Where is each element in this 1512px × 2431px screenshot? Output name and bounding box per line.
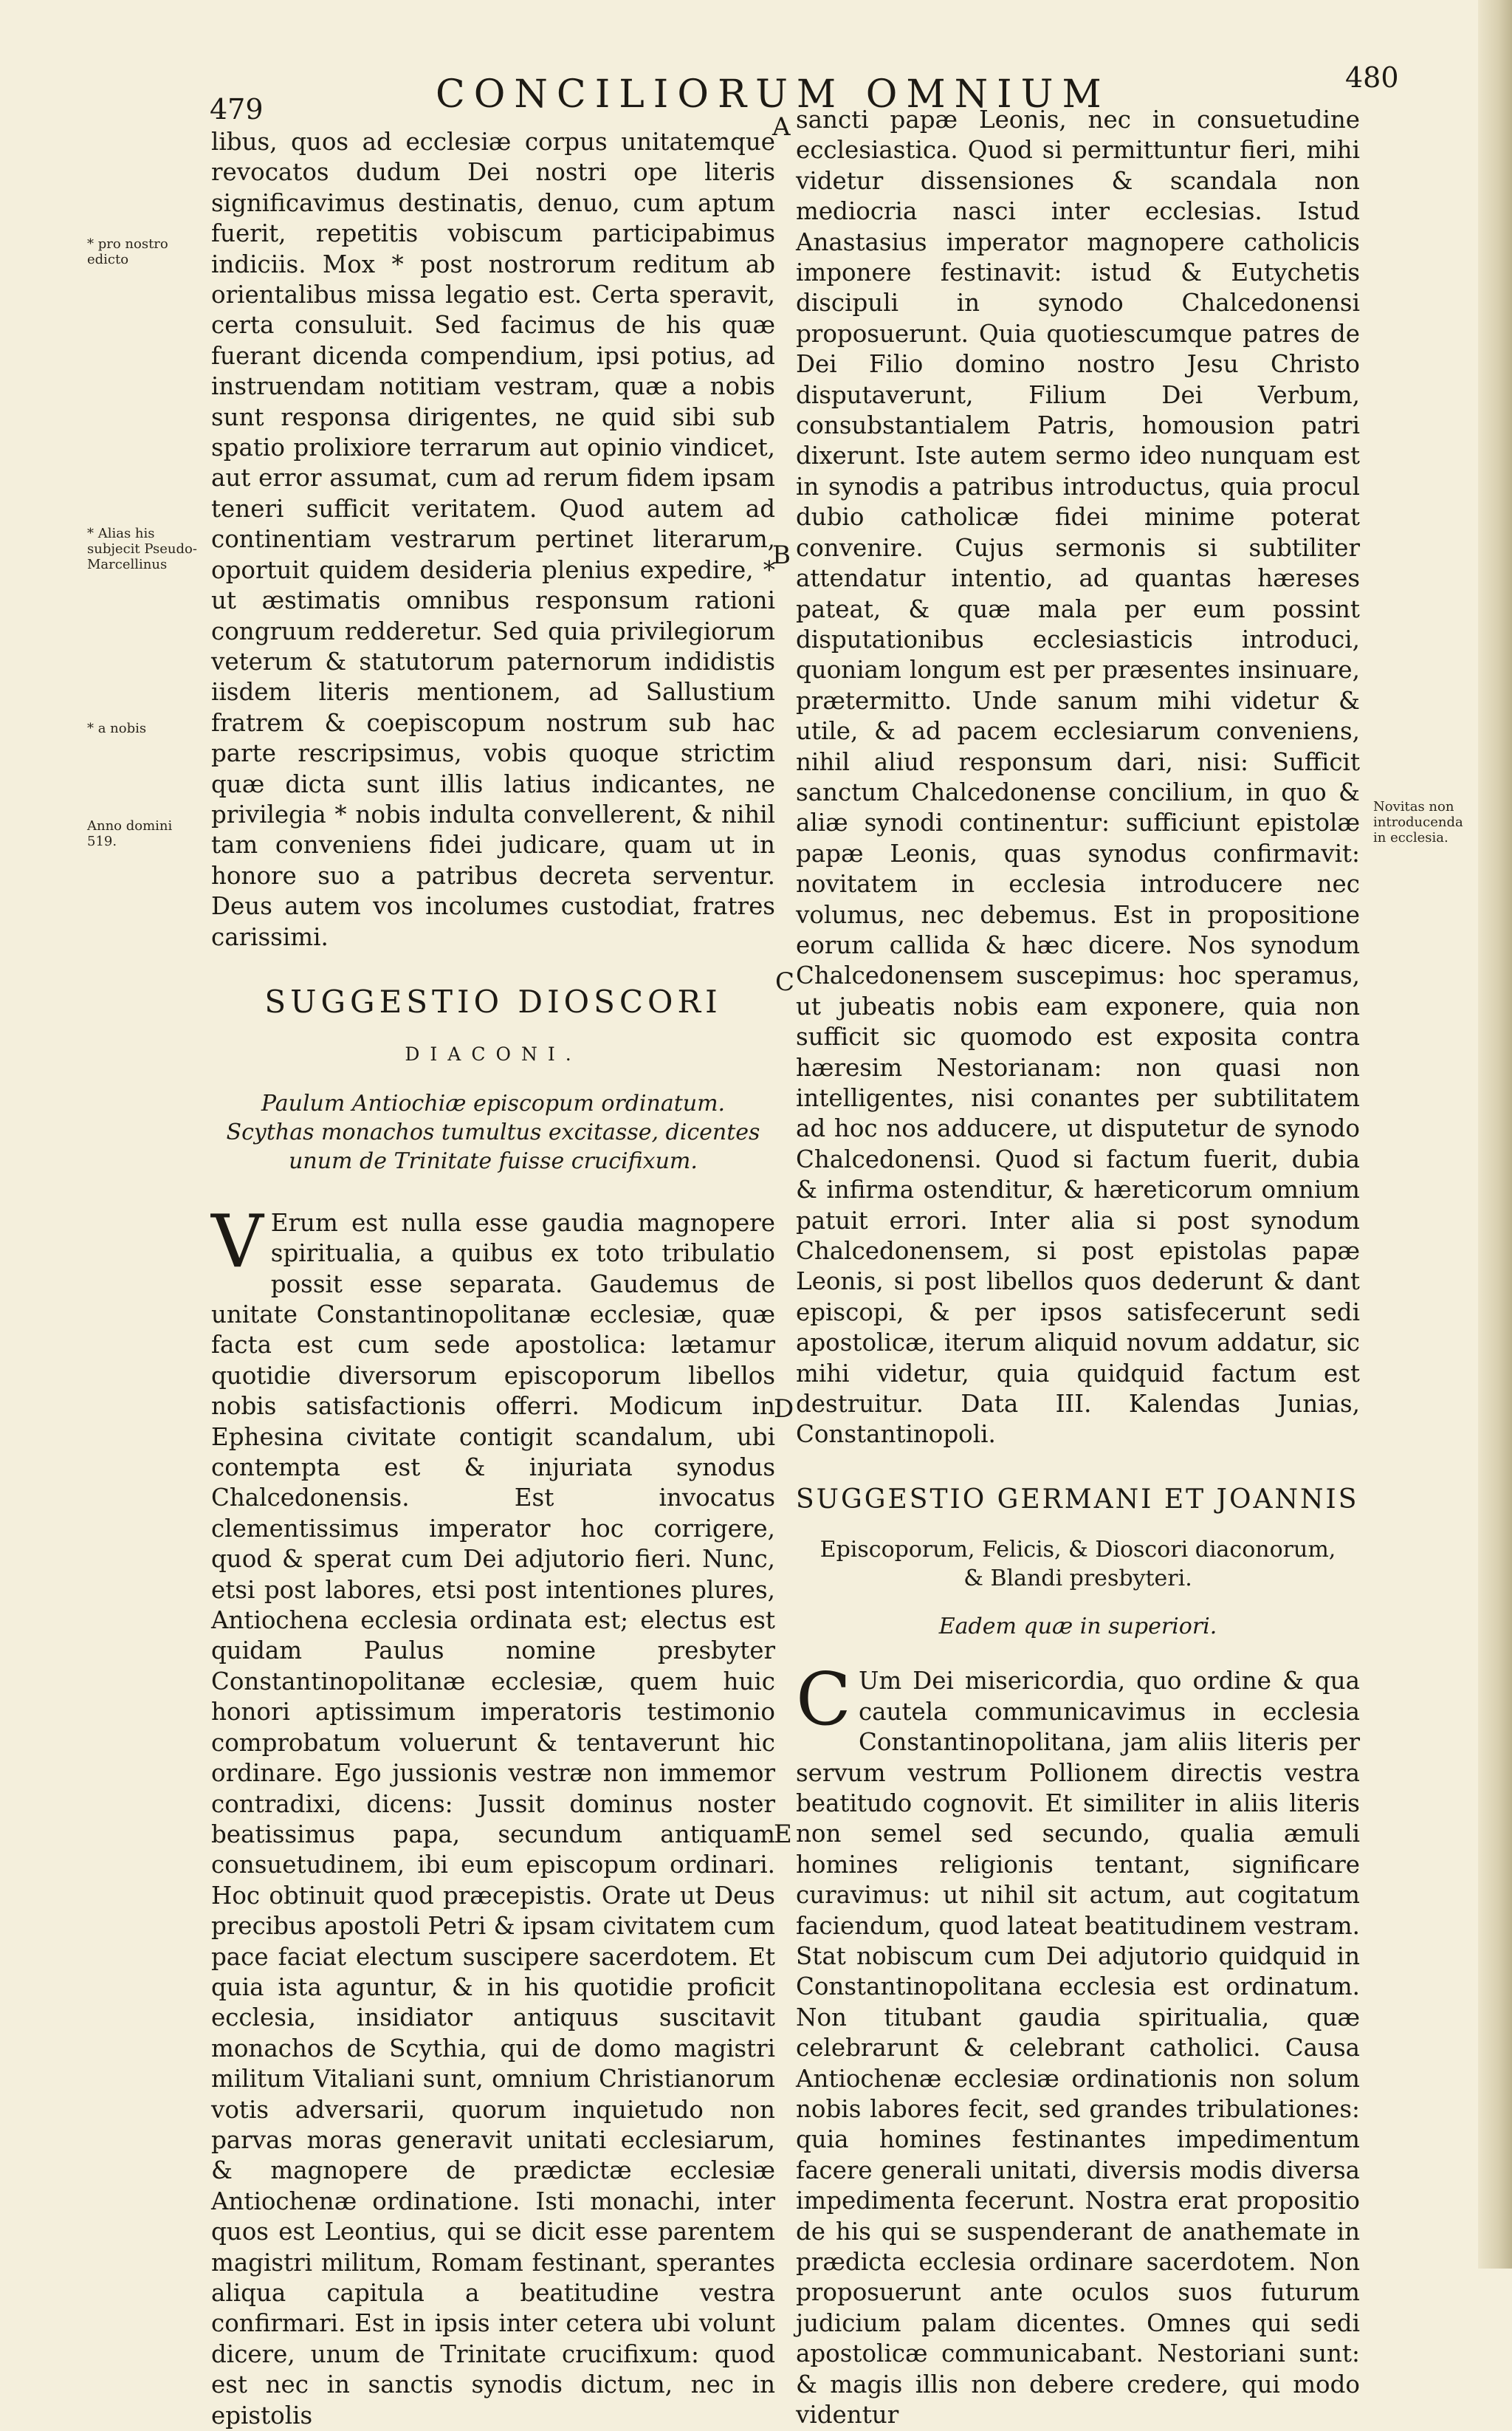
book-spine: [1478, 0, 1512, 2269]
margin-note-pro-nostro: * pro nostro edicto: [87, 236, 168, 267]
section-letter-e: E: [774, 1820, 792, 1849]
right-column: [796, 105, 1360, 2430]
summary-germani: Episcoporum, Felicis, & Dioscori diaconorum, & Blandi presbyteri.: [819, 1537, 1336, 1592]
left-paragraph-2-text: Erum est nulla esse gaudia magnopere spiritualia, a quibus ex toto tribulatio possit esse separata. Gaudemus de unitate Constantinopolitanæ ecclesiæ, quæ facta est cum sede apostolica: lætamur quotidie diversorum episcoporum libellos nobis satisfactionis offerri. Modicum in Ephesina civitate contigit scandalum, ubi contempta est & injuriata synodus Chalcedonensis. Est invocatus clementissimus imperator hoc corrigere, quod & sperat cum Dei adjutorio fieri. Nunc, etsi post labores, etsi post intentiones plures, Antiochena ecclesia ordinata est; electus est quidam Paulus nomine presbyter Constantinopolitanæ ecclesiæ, quem huic honori aptissimum imperatoris testimonio comprobatum voluerunt & tentaverunt hic ordinare. Ego jussionis vestræ non immemor contradixi, dicens: Jussit dominus noster beatissimus papa, secundum antiquam consuetudinem, ibi eum episcopum ordinari. Hoc obtinuit quod præcepistis. Orate ut Deus precibus apostoli Petri & ipsam civitatem cum pace faciat electum suscipere sacerdotem. Et quia ista aguntur, & in his quotidie proficit ecclesia, insidiator antiquus suscitavit monachos de Scythia, qui de domo magistri militum Vitaliani sunt, omnium Christianorum votis adversarii, quorum inquietudo non parvas moras generavit unitati ecclesiarum, & magnopere de prædictæ ecclesiæ Antiochenæ ordinatione. Isti monachi, inter quos est Leontius, qui se dicit esse parentem magistri militum, Romam festinant, sperantes aliqua capitula a beatitudine vestra confirmari. Est in ipsis inter cetera ubi volunt dicere, unum de Trinitate crucifixum: quod est nec in sanctis synodis dictum, nec in epistolis: [211, 1208, 775, 2430]
margin-note-novitas: Novitas non introducenda in ecclesia.: [1373, 799, 1463, 846]
right-paragraph-2: [796, 1658, 1360, 2430]
subheading-diaconi: DIACONI.: [405, 1043, 582, 1066]
margin-note-a-nobis: * a nobis: [87, 721, 147, 736]
heading-suggestio-dioscori: SUGGESTIO DIOSCORI: [264, 983, 722, 1020]
section-letter-a: A: [772, 112, 791, 142]
section-letter-d: D: [774, 1394, 794, 1424]
page-number-right: 480: [1345, 61, 1399, 94]
running-title: CONCILIORUM OMNIUM: [436, 72, 1110, 117]
section-letter-b: B: [772, 541, 791, 570]
margin-note-anno-domini: Anno domini 519.: [87, 818, 173, 849]
dropcap-c: C: [796, 1658, 851, 1743]
margin-note-alias: * Alias his subjecit Pseudo-Marcellinus: [87, 526, 197, 572]
heading-suggestio-germani: SUGGESTIO GERMANI ET JOANNIS: [796, 1484, 1359, 1515]
right-paragraph-1: sancti papæ Leonis, nec in consuetudine ecclesiastica. Quod si permittuntur fieri, mihi videtur dissensiones & scandala non mediocria nasci inter ecclesias. Istud Anastasius imperator magnopere catholicis imponere festinavit: istud & Eutychetis discipuli in synodo Chalcedonensi proposuerunt. Quia quotiescumque patres de Dei Filio domino nostro Jesu Christo disputaverunt, Filium Dei Verbum, consubstantialem Patris, homousion patri dixerunt. Iste autem sermo ideo nunquam est in synodis a patribus introductus, quia procul dubio catholicæ fidei minime poterat convenire. Cujus sermonis si subtiliter attendatur intentio, ad quantas hæreses pateat, & quæ mala per eum possint disputationibus ecclesiasticis introduci, quoniam longum est per præsentes insinuare, prætermitto. Unde sanum mihi videtur & utile, & ad pacem ecclesiarum conveniens, nihil aliud responsum dari, nisi: Sufficit sanctum Chalcedonense concilium, in quo & aliæ synodi continentur: sufficiunt epistolæ papæ Leonis, quas synodus confirmavit: novitatem in ecclesia introducere nec volumus, nec debemus. Est in propositione eorum callida & hæc dicere. Nos synodum Chalcedonensem suscepimus: hoc speramus, ut jubeatis nobis eam exponere, quia non sufficit sic quomodo est exposita contra hæresim Nestorianam: non quasi non intelligentes, nisi conantes per subtilitatem ad hoc nos adducere, ut disputetur de synodo Chalcedonensi. Quod si factum fuerit, dubia & infirma ostenditur, & hæreticorum omnium patuit errori. Inter alia si post synodum Chalcedonensem, si post epistolas papæ Leonis, si post libellos quos dederunt & dant episcopi, & per ipsos satisfecerunt sedi apostolicæ, iterum aliquid novum addatur, sic mihi videtur, quia quidquid factum est destruitur. Data III. Kalendas Junias, Constantinopoli.: [796, 106, 1360, 1449]
summary-dioscori: Paulum Antiochiæ episcopum ordinatum. Scythas monachos tumultus excitasse, dicentes unum de Trinitate fuisse crucifixum.: [226, 1090, 760, 1174]
section-letter-c: C: [775, 967, 795, 997]
page-number-left: 479: [210, 93, 264, 126]
right-paragraph-2-text: Um Dei misericordia, quo ordine & qua cautela communicavimus in ecclesia Constantinopolitana, jam aliis literis per servum vestrum Pollionem directis vestra beatitudo cognovit. Et similiter in aliis literis non semel sed secundo, qualia æmuli homines religionis tentant, significare curavimus: ut nihil sit actum, aut cogitatum faciendum, quod lateat beatitudinem vestram. Stat nobiscum cum Dei adjutorio quidquid in Constantinopolitana ecclesia est ordinatum. Non titubant gaudia spiritualia, quæ celebrarunt & celebrant catholici. Causa Antiochenæ ecclesiæ ordinationis non solum nobis labores fecit, sed grandes tribulationes: quia homines festinantes impedimentum facere generali unitati, diversis modis diversa impedimenta fecerunt. Nostra erat propositio de his qui se suspenderant de anathemate in prædicta ecclesia ordinare sacerdotem. Non proposuerunt ante oculos suos futurum judicium palam dicentes. Omnes qui sedi apostolicæ communicabant. Nestoriani sunt: & magis illis non debere credere, qui modo videntur: [796, 1667, 1360, 2430]
dropcap-v: V: [211, 1199, 264, 1284]
summary-eadem: Eadem quæ in superiori.: [938, 1614, 1217, 1640]
left-paragraph-2: [211, 1199, 775, 2431]
left-column: [211, 127, 775, 2431]
left-paragraph-1: libus, quos ad ecclesiæ corpus unitatemque revocatos dudum Dei nostri ope literis significavimus destinatis, denuo, cum aptum fuerit, repetitis vobiscum participabimus indiciis. Mox * post nostrorum reditum ab orientalibus missa legatio est. Certa speravit, certa consuluit. Sed facimus de his quæ fuerant dicenda compendium, ipsi potius, ad instruendam notitiam vestram, quæ a nobis sunt responsa dirigentes, ne quid sibi sub spatio prolixiore terrarum aut opinio vindicet, aut error assumat, cum ad rerum fidem ipsam teneri sufficit veritatem. Quod autem ad continentiam vestrarum pertinet literarum, oportuit quidem desideria plenius expedire, * ut æstimatis omnibus responsum rationi congruum redderetur. Sed quia privilegiorum veterum & statutorum paternorum indidistis iisdem literis mentionem, ad Sallustium fratrem & coepiscopum nostrum sub hac parte rescripsimus, vobis quoque strictim quæ dicta sunt illis latius indicantes, ne privilegia * nobis indulta convellerent, & nihil tam conveniens fidei judicare, quam ut in honore suo a patribus decreta serventur. Deus autem vos incolumes custodiat, fratres carissimi.: [211, 128, 775, 951]
